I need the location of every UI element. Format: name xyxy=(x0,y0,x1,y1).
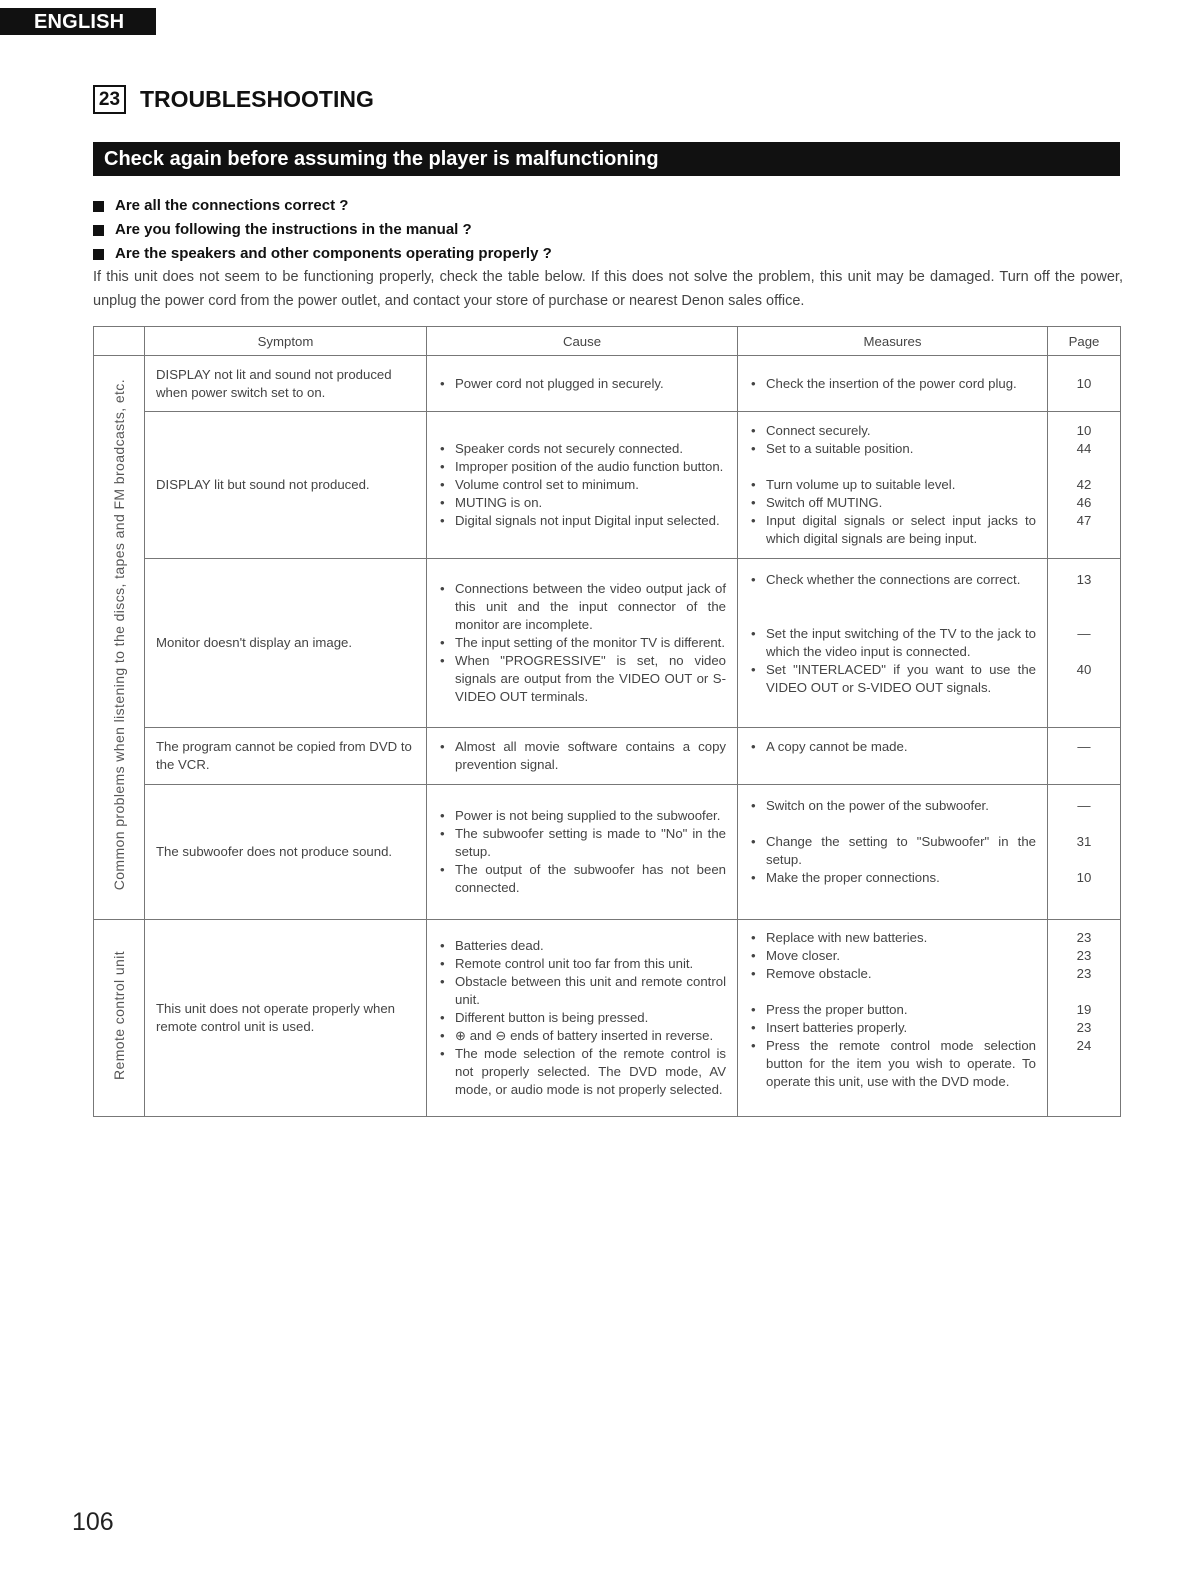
page-ref: 23 xyxy=(1076,930,1092,945)
symptom-cell: The subwoofer does not produce sound. xyxy=(145,785,427,920)
symptom-cell: Monitor doesn't display an image. xyxy=(145,559,427,728)
cause-item: • The output of the subwoofer has not been connected. xyxy=(438,861,726,897)
cause-item: • Volume control set to minimum. xyxy=(438,476,726,494)
cause-cell xyxy=(427,412,738,559)
header-page: Page xyxy=(1048,327,1121,356)
category-common xyxy=(94,356,145,920)
symptom-cell: This unit does not operate properly when remote control unit is used. xyxy=(145,920,427,1117)
measures-cell xyxy=(738,356,1048,412)
measure-item: • Remove obstacle. xyxy=(749,965,1036,983)
measure-item: • Set "INTERLACED" if you want to use the VIDEO OUT or S-VIDEO OUT signals. xyxy=(749,661,1036,697)
page-cell xyxy=(1048,412,1121,559)
intro-paragraph: If this unit does not seem to be functioning properly, check the table below. If this does not solve the problem, this unit may be damaged. Turn off the power, unplug the power cord from the power outlet, and contact your store of purchase or nearest Denon sales office. xyxy=(93,269,1123,309)
measure-item: • Set the input switching of the TV to the jack to which the video input is connected. xyxy=(749,625,1036,661)
page-ref: 10 xyxy=(1076,423,1092,438)
checklist-item: Are all the connections correct ? xyxy=(93,194,552,218)
header-measures: Measures xyxy=(738,327,1048,356)
page-ref: 23 xyxy=(1076,1020,1092,1035)
header-cause: Cause xyxy=(427,327,738,356)
page-cell xyxy=(1048,785,1121,920)
cause-item: • ⊕ and ⊖ ends of battery inserted in reverse. xyxy=(438,1027,726,1045)
page-ref: 19 xyxy=(1076,1002,1092,1017)
table-row xyxy=(94,356,1121,412)
page-ref: 42 xyxy=(1076,477,1092,492)
measure-item: • Make the proper connections. xyxy=(749,869,1036,887)
square-bullet-icon xyxy=(93,201,104,212)
page-ref: 10 xyxy=(1076,375,1092,391)
cause-item: • Power cord not plugged in securely. xyxy=(438,375,726,393)
measure-item: • Switch off MUTING. xyxy=(749,494,1036,512)
cause-cell xyxy=(427,920,738,1117)
category-label: Common problems when listening to the discs, tapes and FM broadcasts, etc. xyxy=(111,379,127,891)
table-header-row xyxy=(94,327,1121,356)
measure-item: • A copy cannot be made. xyxy=(749,738,1036,756)
cause-cell xyxy=(427,785,738,920)
header-blank xyxy=(94,327,145,356)
page-ref: 44 xyxy=(1076,441,1092,456)
measure-item: • Insert batteries properly. xyxy=(749,1019,1036,1037)
measure-item: • Change the setting to "Subwoofer" in the setup. xyxy=(749,833,1036,869)
measure-item: • Press the remote control mode selection button for the item you wish to operate. To operate this unit, use with the DVD mode. xyxy=(749,1037,1036,1091)
cause-item: • Obstacle between this unit and remote control unit. xyxy=(438,973,726,1009)
symptom-cell: DISPLAY lit but sound not produced. xyxy=(145,412,427,559)
page-number: 106 xyxy=(72,1508,114,1536)
language-tab: ENGLISH xyxy=(0,8,156,35)
measures-cell xyxy=(738,559,1048,728)
page-ref: 40 xyxy=(1076,662,1092,677)
cause-item: • Almost all movie software contains a copy prevention signal. xyxy=(438,738,726,774)
cause-cell xyxy=(427,728,738,785)
category-label: Remote control unit xyxy=(111,951,127,1080)
category-remote xyxy=(94,920,145,1117)
checklist-item: Are the speakers and other components operating properly ? xyxy=(93,242,552,266)
table-row xyxy=(94,920,1121,1117)
cause-item: • When "PROGRESSIVE" is set, no video signals are output from the VIDEO OUT or S-VIDEO OUT terminals. xyxy=(438,652,726,706)
cause-item: • Connections between the video output jack of this unit and the input connector of the monitor are incomplete. xyxy=(438,580,726,634)
page-cell xyxy=(1048,356,1121,412)
check-again-banner: Check again before assuming the player is malfunctioning xyxy=(93,142,1120,176)
measures-cell xyxy=(738,785,1048,920)
cause-item: • The mode selection of the remote control is not properly selected. The DVD mode, AV mode, or audio mode is not properly selected. xyxy=(438,1045,726,1099)
measure-item: • Move closer. xyxy=(749,947,1036,965)
cause-item: • Batteries dead. xyxy=(438,937,726,955)
page-ref: 13 xyxy=(1076,572,1092,587)
measure-item: • Turn volume up to suitable level. xyxy=(749,476,1036,494)
measures-cell xyxy=(738,920,1048,1117)
table-row xyxy=(94,785,1121,920)
page-ref: 23 xyxy=(1076,948,1092,963)
cause-item: • Improper position of the audio function button. xyxy=(438,458,726,476)
page-ref: 46 xyxy=(1076,495,1092,510)
measure-item: • Set to a suitable position. xyxy=(749,440,1036,458)
measure-item: • Replace with new batteries. xyxy=(749,929,1036,947)
cause-item: • Speaker cords not securely connected. xyxy=(438,440,726,458)
header-symptom: Symptom xyxy=(145,327,427,356)
page-ref: — xyxy=(1077,739,1091,754)
section-number: 23 xyxy=(93,85,126,114)
measure-item: • Connect securely. xyxy=(749,422,1036,440)
measure-item: • Check whether the connections are correct. xyxy=(749,571,1036,589)
checklist-item: Are you following the instructions in the manual ? xyxy=(93,218,552,242)
troubleshooting-table xyxy=(93,326,1121,1117)
page-cell xyxy=(1048,920,1121,1117)
table-row xyxy=(94,728,1121,785)
page-ref: 24 xyxy=(1076,1038,1092,1053)
page-ref: 47 xyxy=(1076,513,1092,528)
page-ref: — xyxy=(1077,626,1091,641)
measure-item: • Check the insertion of the power cord plug. xyxy=(749,375,1036,393)
cause-cell xyxy=(427,356,738,412)
measures-cell xyxy=(738,728,1048,785)
page-ref: 23 xyxy=(1076,966,1092,981)
page-ref: 10 xyxy=(1076,870,1092,885)
symptom-cell: DISPLAY not lit and sound not produced when power switch set to on. xyxy=(145,356,427,412)
section-heading xyxy=(93,84,374,114)
cause-cell xyxy=(427,559,738,728)
table-row xyxy=(94,412,1121,559)
measure-item: • Input digital signals or select input jacks to which digital signals are being input. xyxy=(749,512,1036,548)
checklist xyxy=(93,194,552,266)
cause-item: • The input setting of the monitor TV is different. xyxy=(438,634,726,652)
square-bullet-icon xyxy=(93,225,104,236)
symptom-cell: The program cannot be copied from DVD to the VCR. xyxy=(145,728,427,785)
cause-item: • Remote control unit too far from this unit. xyxy=(438,955,726,973)
cause-item: • Digital signals not input Digital input selected. xyxy=(438,512,726,530)
page-ref: — xyxy=(1077,798,1091,813)
cause-item: • MUTING is on. xyxy=(438,494,726,512)
section-title: TROUBLESHOOTING xyxy=(140,85,374,112)
measure-item: • Switch on the power of the subwoofer. xyxy=(749,797,1036,815)
cause-item: • Power is not being supplied to the subwoofer. xyxy=(438,807,726,825)
measures-cell xyxy=(738,412,1048,559)
measure-item: • Press the proper button. xyxy=(749,1001,1036,1019)
table-row xyxy=(94,559,1121,728)
page-cell xyxy=(1048,728,1121,785)
cause-item: • The subwoofer setting is made to "No" in the setup. xyxy=(438,825,726,861)
page-ref: 31 xyxy=(1076,834,1092,849)
square-bullet-icon xyxy=(93,249,104,260)
page-cell xyxy=(1048,559,1121,728)
cause-item: • Different button is being pressed. xyxy=(438,1009,726,1027)
